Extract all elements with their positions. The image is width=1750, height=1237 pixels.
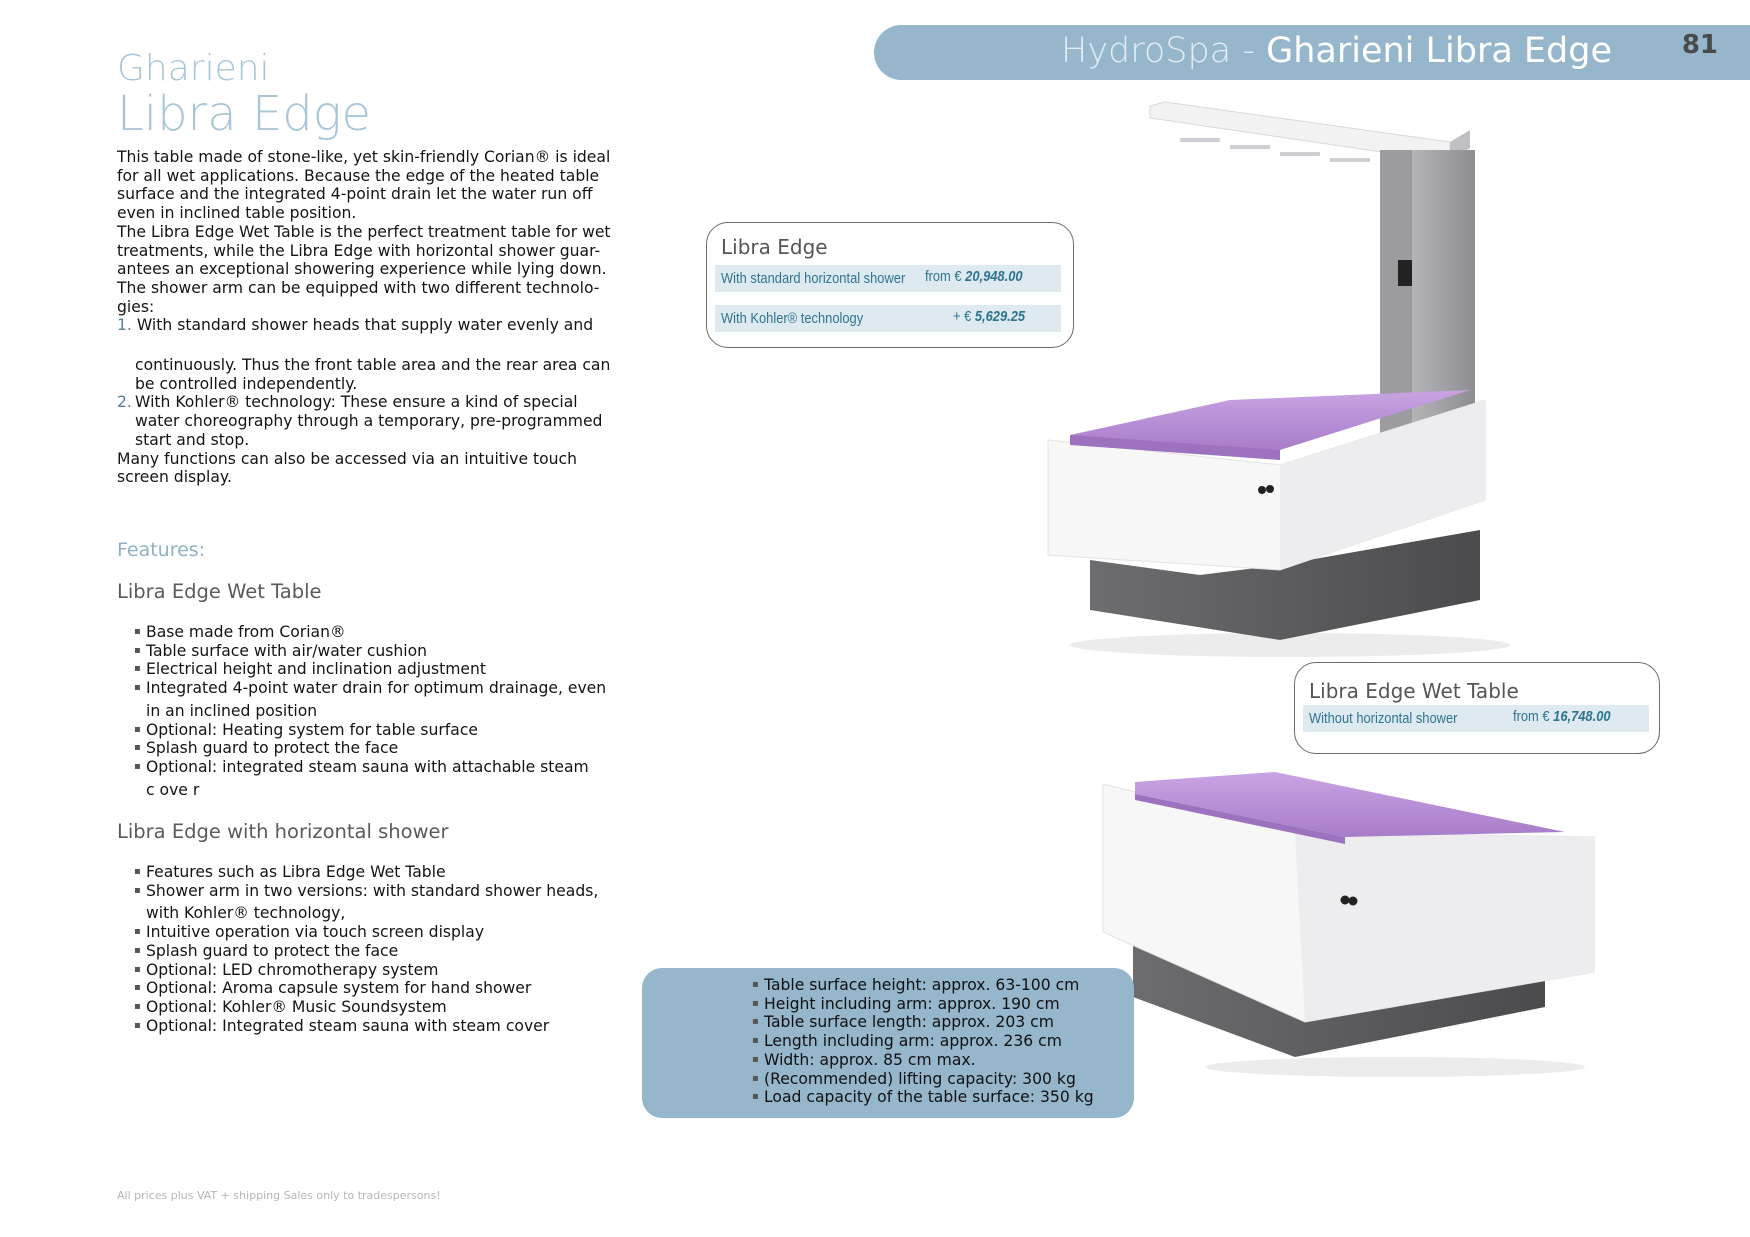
numbered-item-1 — [117, 316, 617, 335]
price-row-kohler — [715, 305, 1061, 332]
numbered-item-1-continued: continuously. Thus the front table area and the rear area can be controlled independently. — [135, 356, 611, 393]
intro-paragraph-3: Many functions can also be accessed via an intuitive touch screen display. — [117, 449, 578, 487]
horizontal-shower-heading: Libra Edge with horizontal shower — [117, 820, 449, 843]
price-prefix: from € — [925, 268, 966, 285]
list-item: ▪ Optional: Heating system for table surface — [134, 721, 624, 740]
intro-paragraph-2: The Libra Edge Wet Table is the perfect treatment table for wet treatments, while the Libra Edge with horizontal shower guar-antees an exceptional showering experience while lying down. The shower arm can be equipped with two different technolo-gies: — [117, 222, 611, 316]
spec-item: ▪ Load capacity of the table surface: 350 kg — [752, 1088, 1132, 1107]
spec-item: ▪ Length including arm: approx. 236 cm — [752, 1032, 1132, 1051]
header-separator: - — [1231, 31, 1267, 71]
price-amount: 16,748.00 — [1553, 708, 1611, 725]
header-brand: HydroSpa — [1061, 31, 1232, 71]
list-item — [134, 679, 624, 720]
spec-item: ▪ Width: approx. 85 cm max. — [752, 1051, 1132, 1070]
list-item-continued: c ove r — [146, 780, 200, 799]
numbered-item-2-number: 2. — [117, 393, 132, 412]
list-item: ▪ Optional: Integrated steam sauna with steam cover — [134, 1017, 624, 1036]
price-row-without-shower — [1303, 705, 1649, 732]
list-item — [134, 758, 624, 799]
numbered-item-2-text: With Kohler® technology: These ensure a kind of special water choreography through a temporary, pre-programmed start and stop. — [135, 393, 603, 449]
price-row-value — [953, 308, 1025, 325]
price-row-label: With Kohler® technology — [721, 310, 864, 327]
list-item-text: Integrated 4-point water drain for optimum drainage, even — [146, 679, 607, 698]
page-number: 81 — [1681, 30, 1718, 60]
list-item: ▪ Intuitive operation via touch screen display — [134, 923, 624, 942]
price-box-wet-table — [1294, 662, 1660, 754]
price-row-label: With standard horizontal shower — [721, 270, 906, 287]
price-row-value — [925, 268, 1023, 285]
features-heading: Features: — [117, 539, 206, 561]
price-box-title: Libra Edge Wet Table — [1309, 679, 1519, 703]
spec-item: ▪ Height including arm: approx. 190 cm — [752, 995, 1132, 1014]
price-prefix: from € — [1513, 708, 1554, 725]
list-item-continued: in an inclined position — [146, 701, 318, 720]
price-amount: 5,629.25 — [974, 308, 1026, 325]
horizontal-shower-feature-list — [134, 863, 624, 1035]
list-item: ▪ Optional: LED chromotherapy system — [134, 961, 624, 980]
numbered-item-1-text: With standard shower heads that supply water evenly and — [136, 316, 594, 335]
footer-note: All prices plus VAT + shipping Sales only to tradespersons! — [117, 1189, 441, 1202]
wet-table-heading: Libra Edge Wet Table — [117, 580, 322, 603]
header-product: Gharieni Libra Edge — [1266, 31, 1612, 71]
title-brand: Gharieni — [117, 48, 270, 89]
price-box-title: Libra Edge — [721, 235, 828, 259]
list-item: ▪ Table surface with air/water cushion — [134, 642, 624, 661]
intro-paragraph-1: This table made of stone-like, yet skin-friendly Corian® is ideal for all wet applications. Because the edge of the heated table surface and the integrated 4-point drain let the water run off even in inclined table position. — [117, 148, 611, 223]
list-item: ▪ Optional: Kohler® Music Soundsystem — [134, 998, 624, 1017]
specs-list — [752, 976, 1132, 1107]
intro-text — [117, 148, 617, 487]
price-box-libra-edge — [706, 222, 1074, 348]
header-title — [1061, 28, 1612, 74]
list-item: ▪ Optional: Aroma capsule system for hand shower — [134, 979, 624, 998]
price-row-value — [1513, 708, 1611, 725]
list-item: ▪ Features such as Libra Edge Wet Table — [134, 863, 624, 882]
list-item-text: Shower arm in two versions: with standard shower heads, — [146, 881, 599, 900]
spec-item: ▪ Table surface height: approx. 63-100 cm — [752, 976, 1132, 995]
list-item: ▪ Electrical height and inclination adjustment — [134, 660, 624, 679]
price-amount: 20,948.00 — [965, 268, 1023, 285]
list-item: ▪ Base made from Corian® — [134, 623, 624, 642]
price-row-standard-shower — [715, 265, 1061, 292]
price-row-label: Without horizontal shower — [1309, 710, 1458, 727]
list-item: ▪ Splash guard to protect the face — [134, 739, 624, 758]
list-item: ▪ Splash guard to protect the face — [134, 942, 624, 961]
title-model: Libra Edge — [117, 86, 372, 142]
wet-table-feature-list — [134, 623, 624, 799]
price-prefix: + € — [953, 308, 975, 325]
libra-edge-shower-image — [1030, 100, 1510, 660]
list-item — [134, 882, 624, 923]
numbered-item-2 — [117, 393, 617, 449]
spec-item: ▪ (Recommended) lifting capacity: 300 kg — [752, 1070, 1132, 1089]
list-item-text: Optional: integrated steam sauna with attachable steam — [146, 757, 589, 776]
list-item-continued: with Kohler® technology, — [146, 904, 346, 923]
libra-edge-wet-table-image — [1095, 772, 1595, 1082]
numbered-item-1-number: 1. — [117, 316, 132, 335]
spec-item: ▪ Table surface length: approx. 203 cm — [752, 1013, 1132, 1032]
